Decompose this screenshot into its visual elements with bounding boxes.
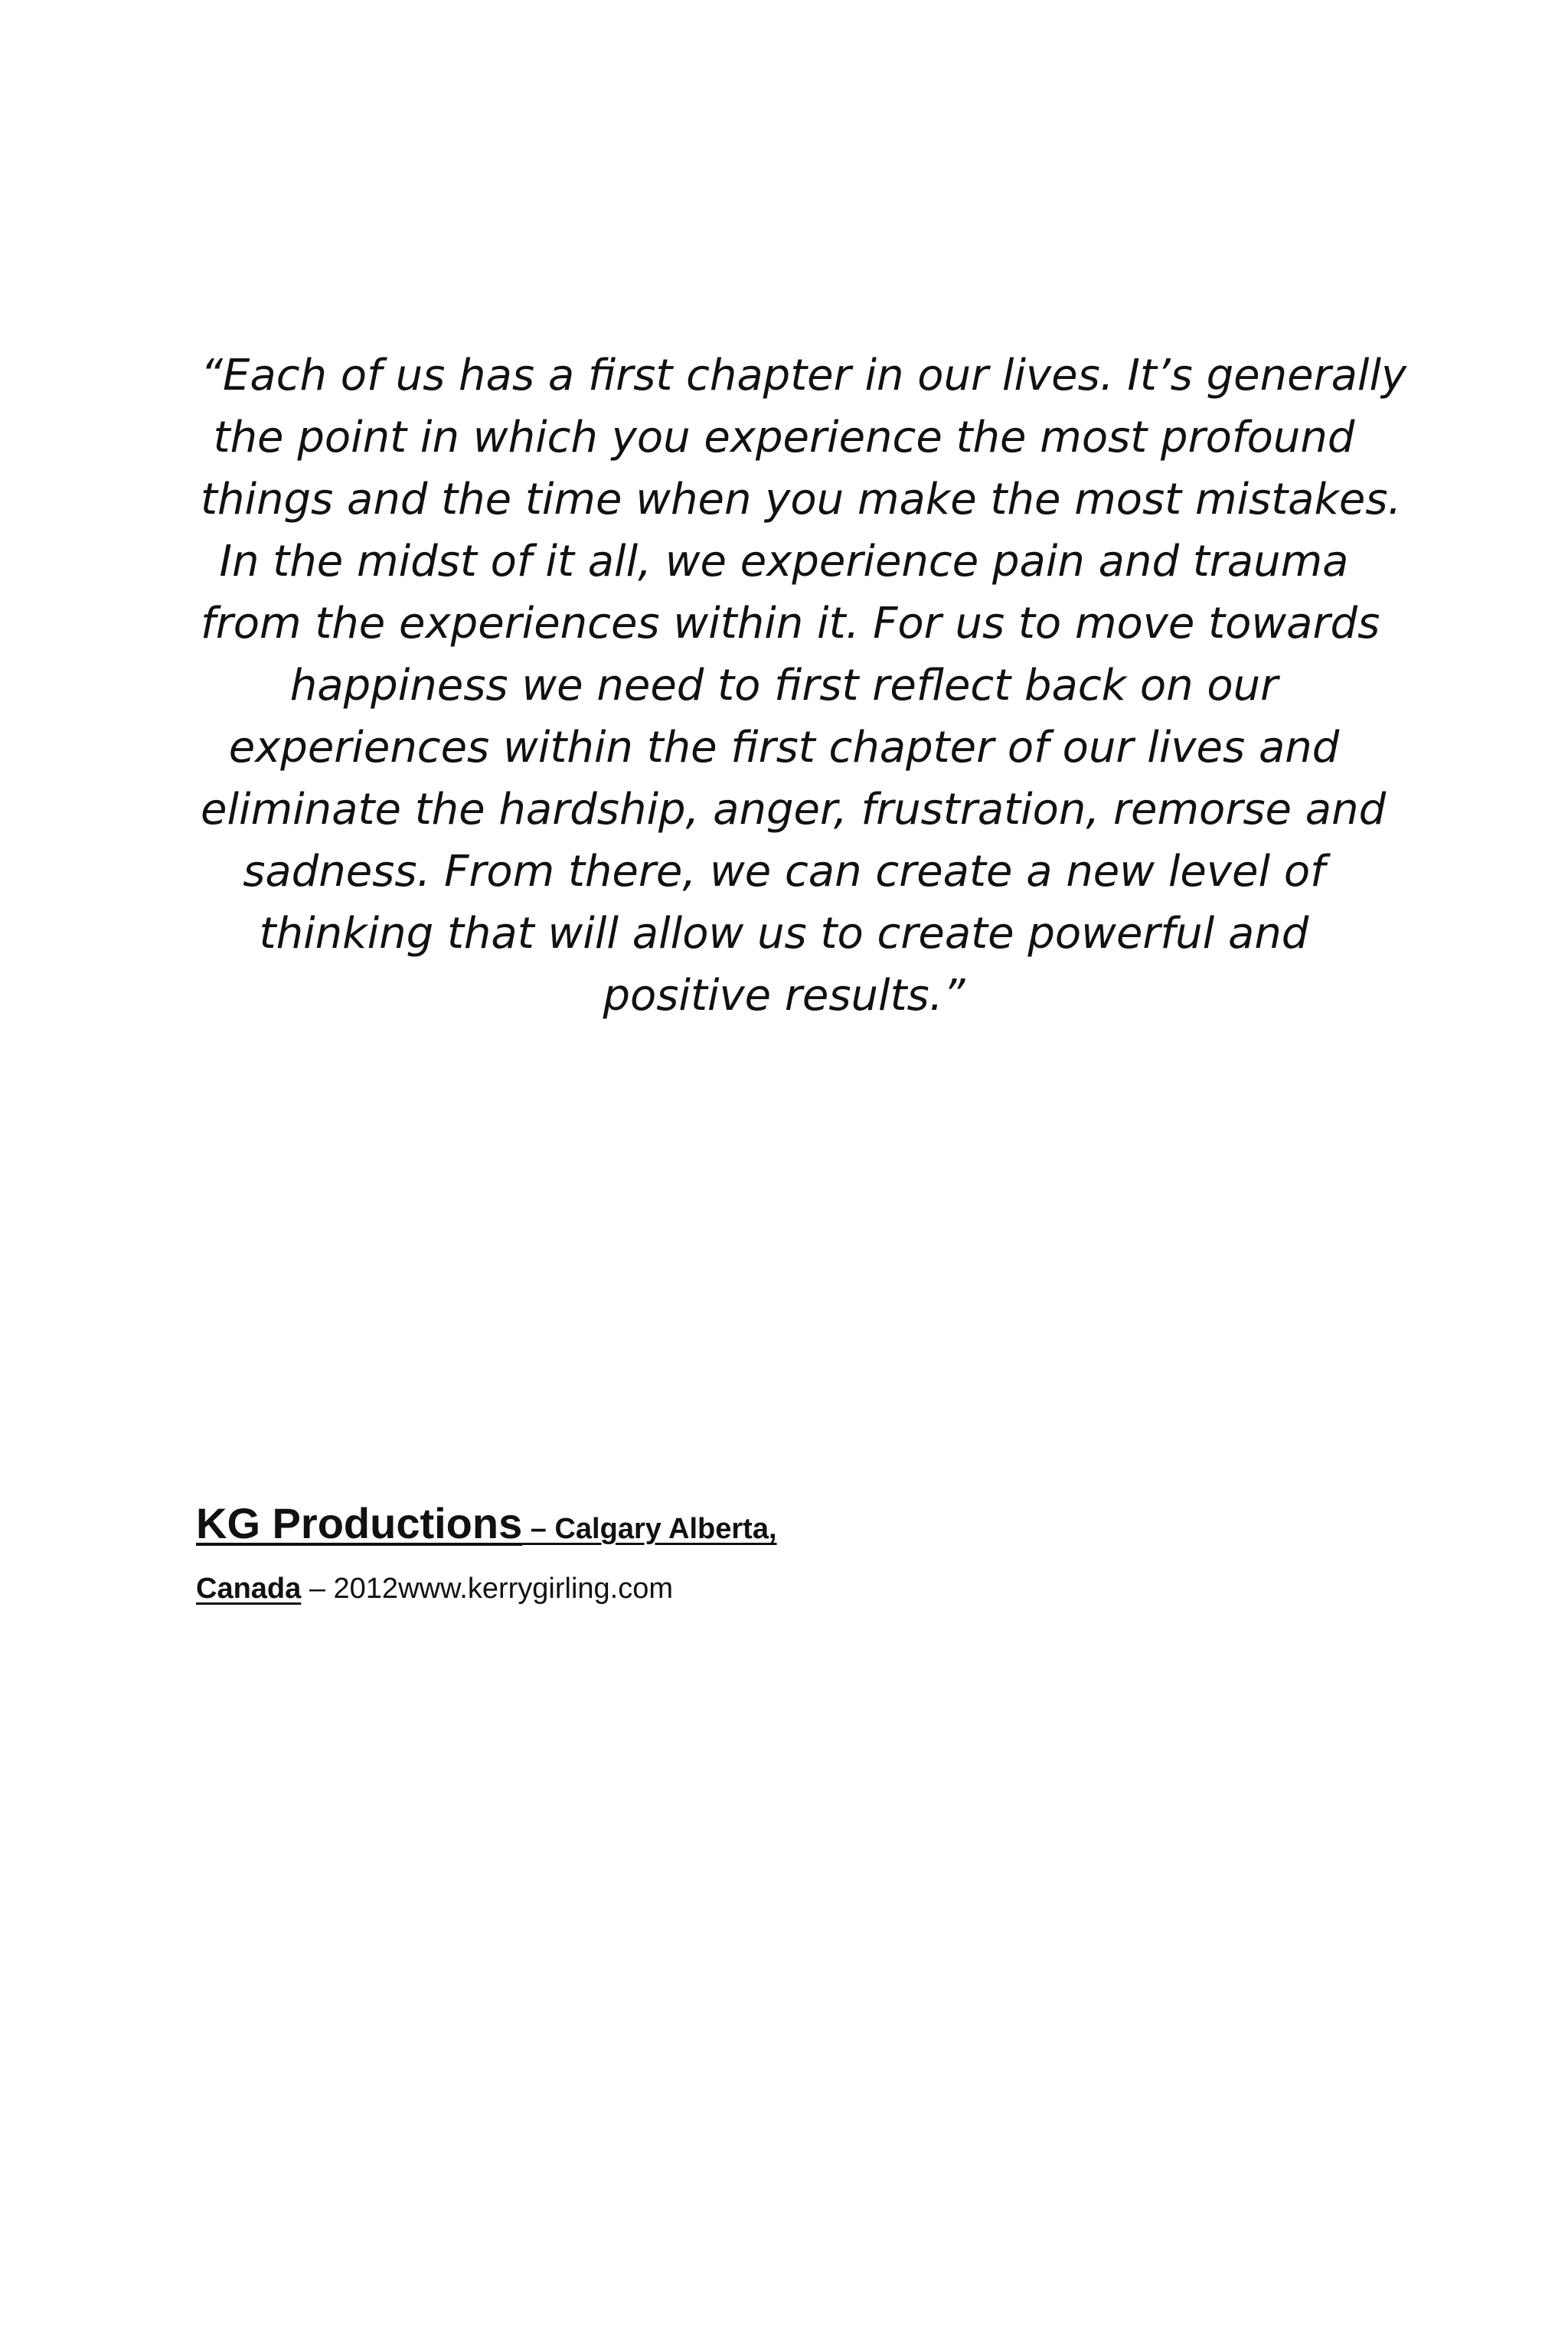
quote-line: experiences within the first chapter of our lives and — [228, 723, 1340, 773]
quote-line: positive results.” — [603, 971, 965, 1021]
publisher-location: – Calgary Alberta, — [522, 1513, 777, 1545]
quote-line: from the experiences within it. For us to move towards — [201, 599, 1380, 648]
publisher-country: Canada — [196, 1573, 302, 1605]
quote-line: eliminate the hardship, anger, frustration, remorse and — [201, 785, 1387, 835]
publisher-info — [196, 1493, 1268, 1612]
quote-line: In the midst of it all, we experience pain and trauma — [219, 537, 1349, 586]
quote-line: “Each of us has a first chapter in our lives. It’s generally — [201, 351, 1407, 400]
quote-line: the point in which you experience the most profound — [213, 413, 1355, 462]
publisher-name: KG Productions — [196, 1499, 523, 1547]
publisher-year-website: – 2012www.kerrygirling.com — [301, 1573, 674, 1605]
quote-line: sadness. From there, we can create a new level of — [243, 847, 1325, 897]
quote-block — [201, 345, 1407, 1027]
quote-line: things and the time when you make the most mistakes. — [201, 475, 1402, 524]
quote-line: happiness we need to first reflect back on our — [289, 661, 1279, 710]
publisher-line-2 — [196, 1566, 1268, 1612]
publisher-line-1 — [196, 1493, 1268, 1566]
quote-line: thinking that will allow us to create powerful and — [259, 909, 1309, 959]
